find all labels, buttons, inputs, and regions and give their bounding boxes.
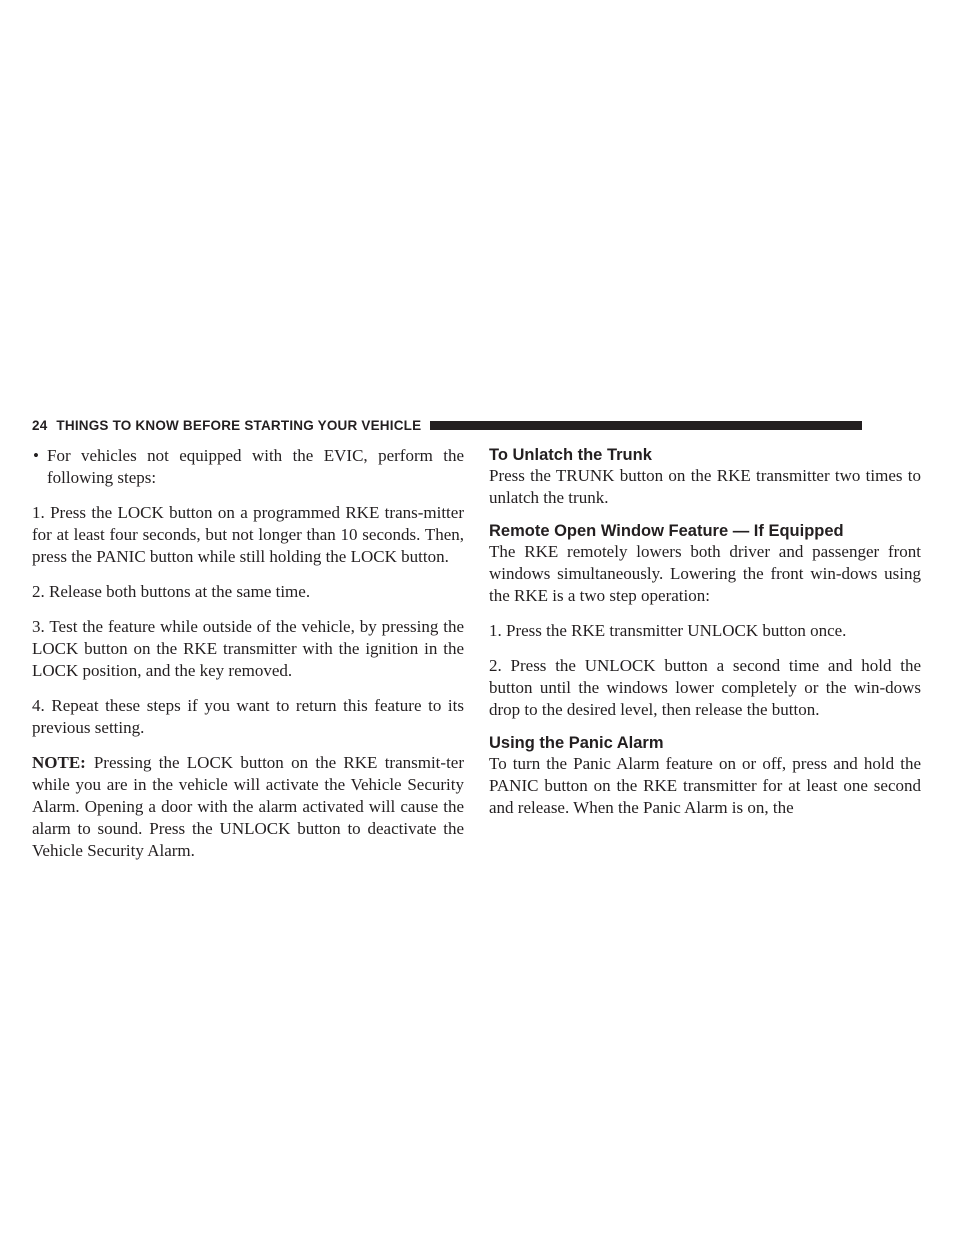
trunk-heading: To Unlatch the Trunk <box>489 446 652 464</box>
window-step-2: 2. Press the UNLOCK button a second time and hold the button until the windows lower completely or the win-dows drop to the desired level, then release the button. <box>489 656 921 719</box>
page-header <box>32 417 862 433</box>
running-head: THINGS TO KNOW BEFORE STARTING YOUR VEHICLE <box>56 417 422 433</box>
step-2: 2. Release both buttons at the same time. <box>32 582 311 601</box>
step-3: 3. Test the feature while outside of the vehicle, by pressing the LOCK button on the RKE transmitter with the ignition in the LOCK position, and the key removed. <box>32 617 464 680</box>
bullet-text: For vehicles not equipped with the EVIC, perform the following steps: <box>47 446 464 487</box>
window-text: The RKE remotely lowers both driver and passenger front windows simultaneously. Lowering the front win-dows using the RKE is a two step operation: <box>489 542 921 605</box>
panic-heading: Using the Panic Alarm <box>489 734 664 752</box>
window-heading: Remote Open Window Feature — If Equipped <box>489 522 844 540</box>
bullet-item <box>32 445 464 489</box>
panic-text: To turn the Panic Alarm feature on or off, press and hold the PANIC button on the RKE transmitter for at least one second and release. When the Panic Alarm is on, the <box>489 754 921 817</box>
right-column <box>489 445 921 832</box>
header-rule <box>430 421 862 430</box>
page-number: 24 <box>32 417 48 433</box>
note-paragraph <box>32 752 464 862</box>
trunk-text: Press the TRUNK button on the RKE transmitter two times to unlatch the trunk. <box>489 466 921 507</box>
note-label: NOTE: <box>32 753 86 772</box>
left-column <box>32 445 464 875</box>
bullet-icon: • <box>33 446 39 465</box>
step-4: 4. Repeat these steps if you want to return this feature to its previous setting. <box>32 696 464 737</box>
step-1: 1. Press the LOCK button on a programmed RKE trans-mitter for at least four seconds, but not longer than 10 seconds. Then, press the PANIC button while still holding the LOCK button. <box>32 503 464 566</box>
window-step-1: 1. Press the RKE transmitter UNLOCK button once. <box>489 621 847 640</box>
note-text: Pressing the LOCK button on the RKE transmit-ter while you are in the vehicle will activate the Vehicle Security Alarm. Opening a door with the alarm activated will cause the alarm to sound. Press the UNLOCK button to deactivate the Vehicle Security Alarm. <box>32 753 464 860</box>
